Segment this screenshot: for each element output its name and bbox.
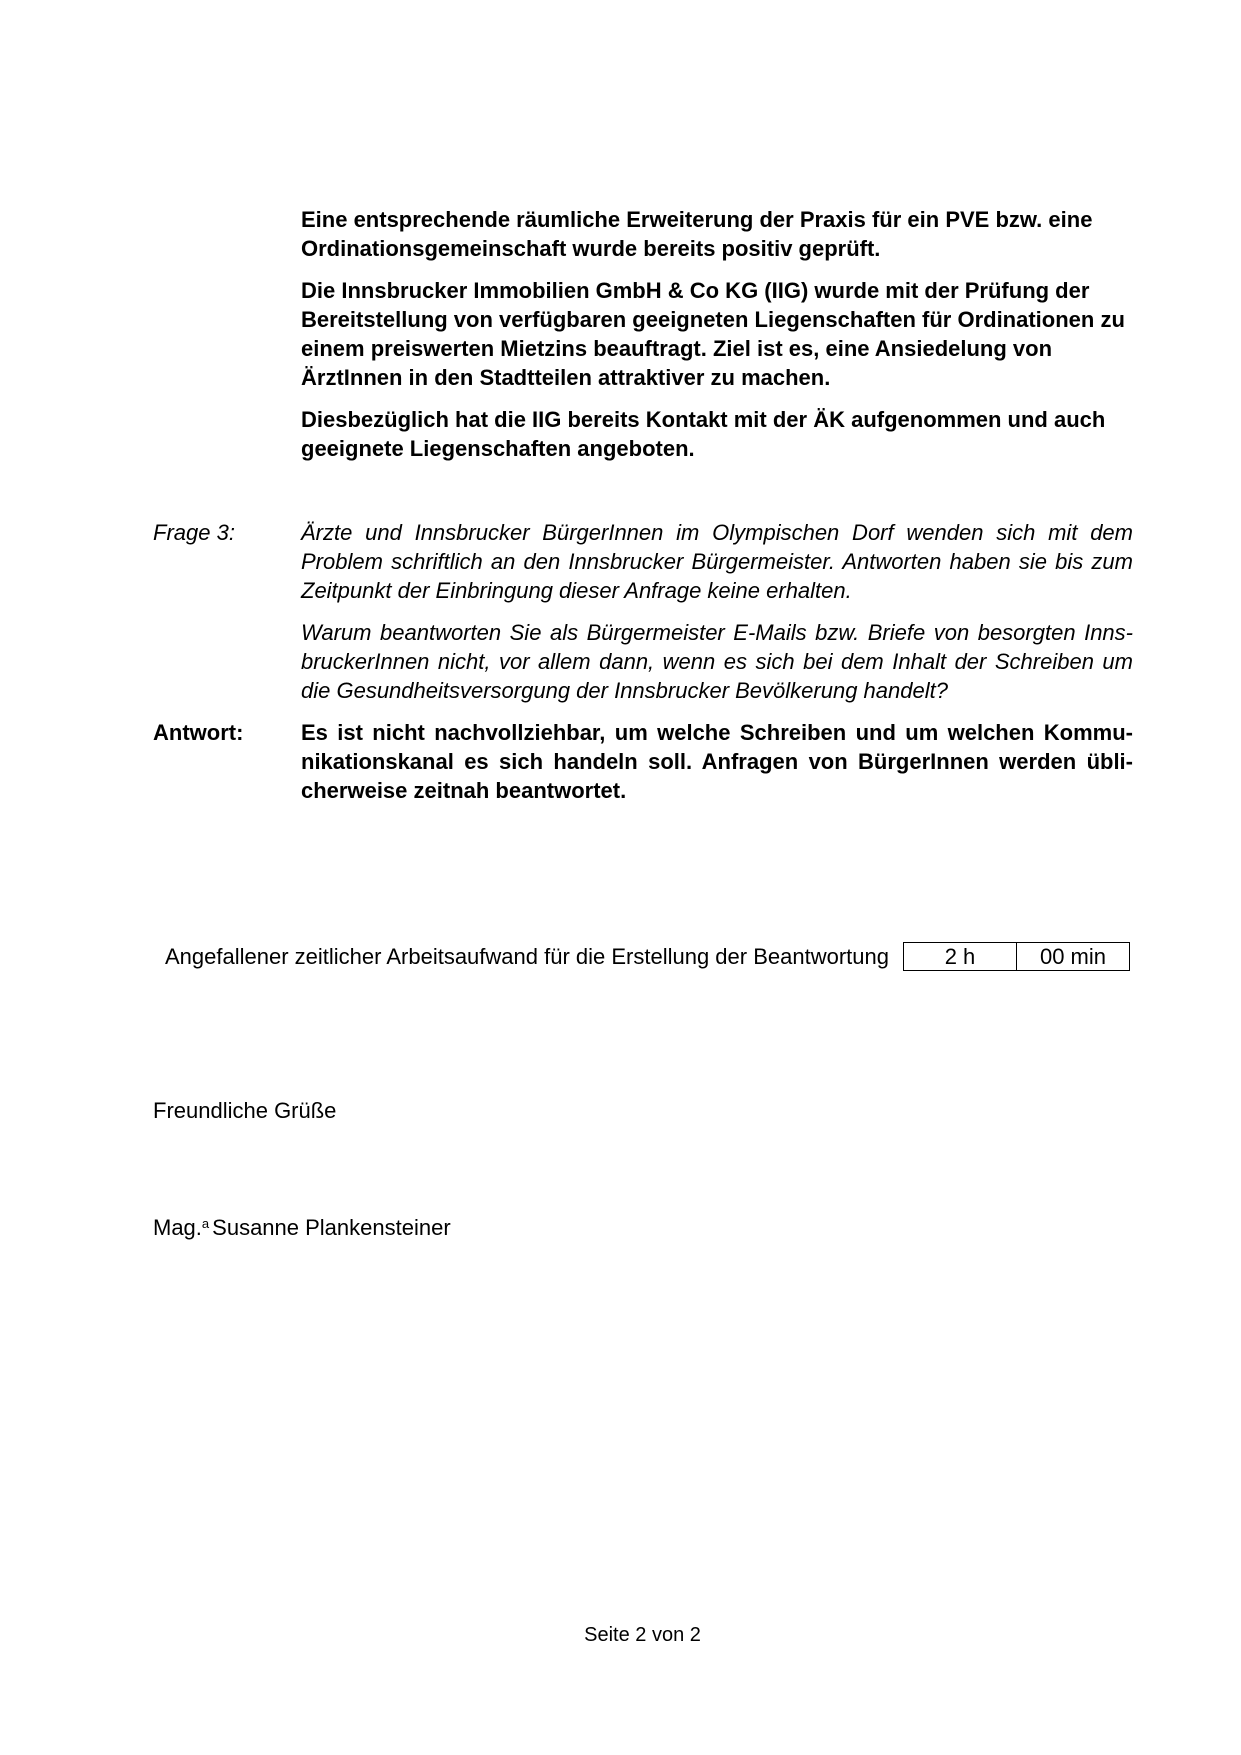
- work-effort-table: [903, 942, 1130, 971]
- work-effort-label: Angefallener zeitlicher Arbeitsaufwand für die Erstellung der Beantwortung: [165, 944, 889, 969]
- document-body: [153, 205, 1133, 818]
- intro-paragraph-3: Diesbezüglich hat die IIG bereits Kontakt mit der ÄK aufgenommen und auch geeignete Liegenschaften angeboten.: [301, 407, 1106, 461]
- signature-name: [153, 1209, 451, 1242]
- question-section: [153, 518, 1133, 718]
- answer-section: [153, 718, 1133, 818]
- intro-text: [301, 205, 1133, 476]
- work-effort-hours: 2 h: [944, 944, 976, 969]
- closing-greeting: Freundliche Grüße: [153, 1098, 337, 1123]
- question-paragraph-2: Warum beantworten Sie als Bürgermeister E-Mails bzw. Briefe von besorgten InnsbruckerInnen nicht, vor allem dann, wenn es sich bei dem Inhalt der Schreiben um die Gesundheitsversorgung der Innsbrucker Bevölkerung handelt?: [301, 620, 1133, 703]
- question-text: [301, 518, 1133, 718]
- signature-superscript: a: [201, 1216, 210, 1231]
- answer-paragraph: Es ist nicht nachvollziehbar, um welche Schreiben und um welchen Kommunikationskanal es sich handeln soll. Anfragen von BürgerInnen werden üblicherweise zeitnah beantwortet.: [301, 720, 1133, 803]
- work-effort-minutes: 00 min: [1016, 943, 1129, 970]
- question-label: Frage 3:: [153, 520, 235, 545]
- signature-full-name: Susanne Plankensteiner: [212, 1215, 451, 1240]
- intro-section: [153, 205, 1133, 476]
- question-paragraph-1: Ärzte und Innsbrucker BürgerInnen im Olympischen Dorf wenden sich mit dem Problem schriftlich an den Innsbrucker Bürgermeister. Antworten haben sie bis zum Zeitpunkt der Einbringung dieser Anfrage keine erhalten.: [301, 520, 1133, 603]
- answer-label: Antwort:: [153, 720, 244, 745]
- work-effort-row: [165, 942, 1130, 971]
- intro-paragraph-2: Die Innsbrucker Immobilien GmbH & Co KG (IIG) wurde mit der Prüfung der Bereitstellung von verfügbaren geeigneten Liegenschaften für Ordinationen zu einem preiswerten Mietzins beauftragt. Ziel ist es, eine Ansiedelung von ÄrztInnen in den Stadtteilen attraktiver zu machen.: [301, 278, 1125, 390]
- intro-paragraph-1: Eine entsprechende räumliche Erweiterung der Praxis für ein PVE bzw. eine Ordinationsgemeinschaft wurde bereits positiv geprüft.: [301, 207, 1093, 261]
- page-footer: [0, 1622, 1241, 1648]
- page-number: Seite 2 von 2: [584, 1624, 701, 1646]
- answer-text: [301, 718, 1133, 818]
- signature-prefix: Mag.: [153, 1215, 202, 1240]
